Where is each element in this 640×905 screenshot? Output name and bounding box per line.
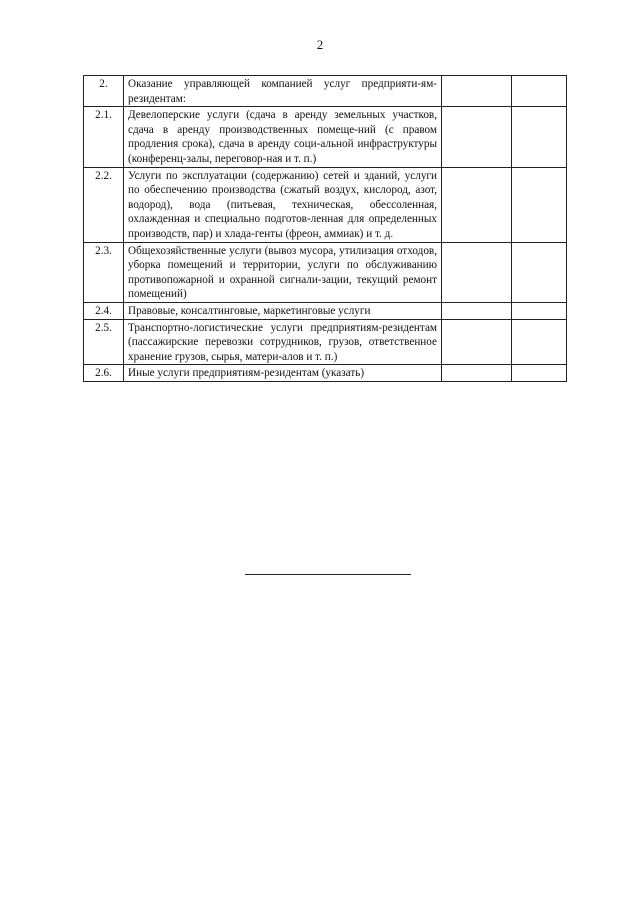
row-description: Оказание управляющей компанией услуг предприяти-ям-резидентам: xyxy=(124,76,442,107)
table-row xyxy=(84,302,567,319)
row-description: Общехозяйственные услуги (вывоз мусора, утилизация отходов, уборка помещений и территории, услуги по обслуживанию противопожарной и охранной сигнали-зации, текущий ремонт помещений) xyxy=(124,242,442,302)
table-row xyxy=(84,365,567,382)
row-value-cell xyxy=(512,167,567,242)
row-description: Услуги по эксплуатации (содержанию) сетей и зданий, услуги по обеспечению производства (сжатый воздух, кислород, азот, водород), вода (питьевая, техническая, обессоленная, охлажденная и специально подготов-ленная для определенных производств, пар) и хлада-генты (фреон, аммиак) и т. д. xyxy=(124,167,442,242)
row-number: 2.5. xyxy=(84,319,124,365)
row-value-cell xyxy=(442,365,512,382)
page-number: 2 xyxy=(316,37,324,52)
row-value-cell xyxy=(442,242,512,302)
row-number: 2.1. xyxy=(84,107,124,167)
row-description: Иные услуги предприятиям-резидентам (указать) xyxy=(124,365,442,382)
row-value-cell xyxy=(512,242,567,302)
row-number: 2.3. xyxy=(84,242,124,302)
row-value-cell xyxy=(442,76,512,107)
row-value-cell xyxy=(512,302,567,319)
row-value-cell xyxy=(512,365,567,382)
table-row xyxy=(84,167,567,242)
row-description: Транспортно-логистические услуги предприятиям-резидентам (пассажирские перевозки сотрудников, грузов, ответственное хранение грузов, сырья, матери-алов и т. п.) xyxy=(124,319,442,365)
table-row xyxy=(84,242,567,302)
row-value-cell xyxy=(442,167,512,242)
table-row xyxy=(84,107,567,167)
end-of-document-line xyxy=(245,574,411,575)
row-number: 2. xyxy=(84,76,124,107)
row-number: 2.6. xyxy=(84,365,124,382)
row-value-cell xyxy=(442,107,512,167)
row-value-cell xyxy=(512,319,567,365)
row-description: Девелоперские услуги (сдача в аренду земельных участков, сдача в аренду производственных помеще-ний (с правом продления срока), сдача в аренду соци-альной инфраструктуры (конференц-залы, переговор-ная и т. п.) xyxy=(124,107,442,167)
row-value-cell xyxy=(442,302,512,319)
row-value-cell xyxy=(512,76,567,107)
row-value-cell xyxy=(442,319,512,365)
table-row xyxy=(84,76,567,107)
row-number: 2.4. xyxy=(84,302,124,319)
table-row xyxy=(84,319,567,365)
row-number: 2.2. xyxy=(84,167,124,242)
row-value-cell xyxy=(512,107,567,167)
services-table xyxy=(83,75,567,382)
row-description: Правовые, консалтинговые, маркетинговые услуги xyxy=(124,302,442,319)
